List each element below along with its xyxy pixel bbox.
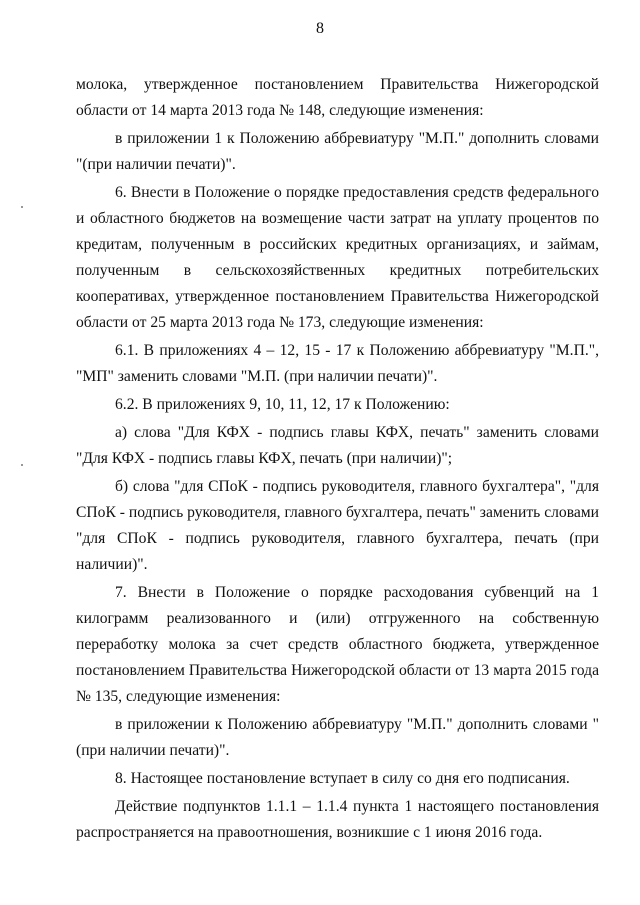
paragraph-item-6-1: 6.1. В приложениях 4 – 12, 15 - 17 к Положению аббревиатуру "М.П.", "МП" заменить словами "М.П. (при наличии печати)".	[76, 342, 599, 385]
paragraph-item-6: 6. Внести в Положение о порядке предоставления средств федерального и областного бюджетов на возмещение части затрат на уплату процентов по кредитам, полученным в российских кредитных организациях, и займам, полученным в сельскохозяйственных кредитных потребительских кооперативах, утвержденное постановлением Правительства Нижегородской области от 25 марта 2013 года № 173, следующие изменения:	[76, 184, 599, 331]
scan-dot-mark	[21, 206, 23, 208]
paragraph-amendment-appendix-1: в приложении 1 к Положению аббревиатуру "М.П." дополнить словами "(при наличии печати)".	[76, 130, 599, 173]
paragraph-item-6-2: 6.2. В приложениях 9, 10, 11, 12, 17 к Положению:	[115, 396, 450, 413]
paragraph-effective-scope: Действие подпунктов 1.1.1 – 1.1.4 пункта 1 настоящего постановления распространяется на правоотношения, возникшие с 1 июня 2016 года.	[76, 798, 599, 841]
paragraph-item-7: 7. Внести в Положение о порядке расходования субвенций на 1 килограмм реализованного и (или) отгруженного на собственную переработку молока за счет средств областного бюджета, утвержденное постановлением Правительства Нижегородской области от 13 марта 2015 года № 135, следующие изменения:	[76, 584, 599, 705]
scan-dot-mark	[21, 464, 23, 466]
document-body	[76, 72, 599, 846]
paragraph-item-6-2-a: а) слова "Для КФХ - подпись главы КФХ, печать" заменить словами "Для КФХ - подпись главы КФХ, печать (при наличии)";	[76, 424, 599, 467]
paragraph-continuation: молока, утвержденное постановлением Правительства Нижегородской области от 14 марта 2013 года № 148, следующие изменения:	[76, 76, 599, 119]
page-number: 8	[316, 20, 324, 37]
paragraph-item-8: 8. Настоящее постановление вступает в силу со дня его подписания.	[115, 770, 570, 787]
paragraph-amendment-appendix: в приложении к Положению аббревиатуру "М.П." дополнить словами "(при наличии печати)".	[76, 716, 599, 759]
paragraph-item-6-2-b: б) слова "для СПоК - подпись руководителя, главного бухгалтера", "для СПоК - подпись руководителя, главного бухгалтера, печать" заменить словами "для СПоК - подпись руководителя, главного бухгалтера, печать (при наличии)".	[76, 478, 599, 573]
